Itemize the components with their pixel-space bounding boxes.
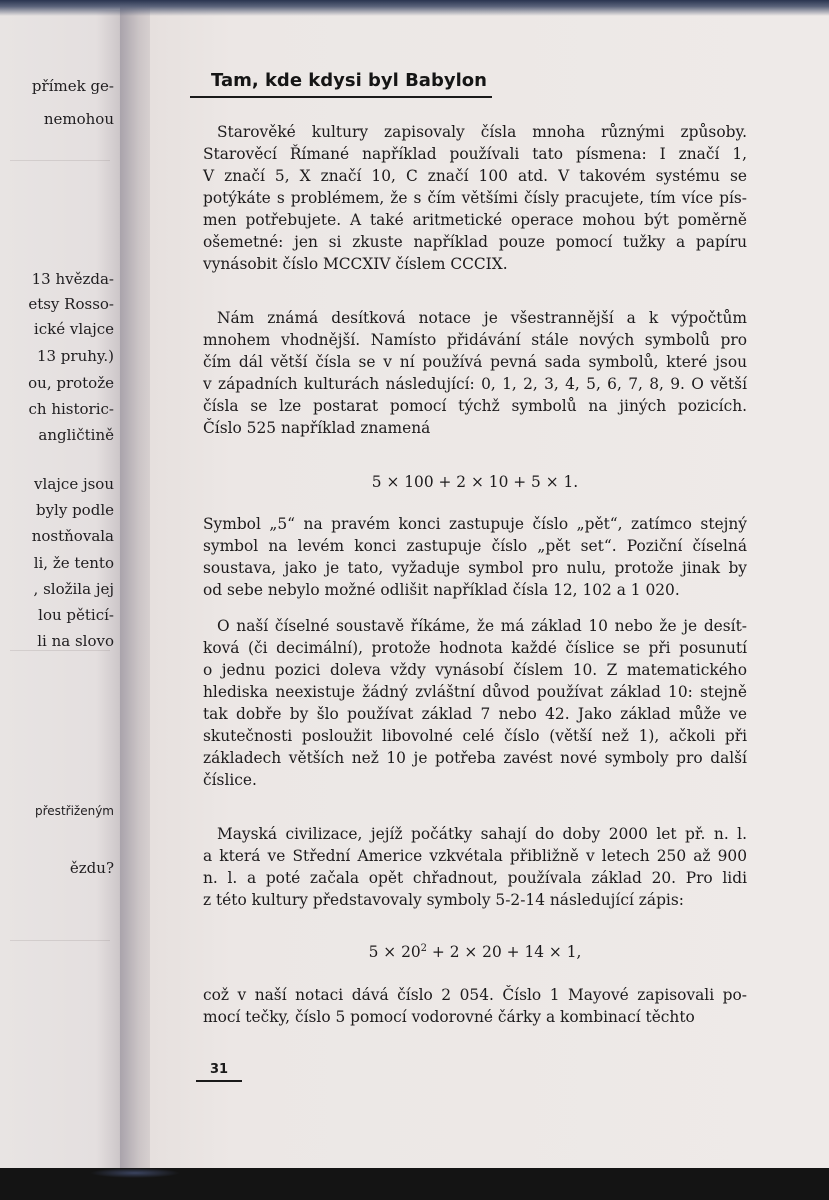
- left-page-question: ězdu?: [69, 859, 114, 877]
- formula: [203, 471, 747, 493]
- left-page-line: vlajce jsou: [34, 475, 114, 493]
- left-page-line: byly podle: [35, 501, 114, 519]
- text-line: hlediska neexistuje žádný zvláštní důvod používat základ 10: stejně: [203, 683, 747, 701]
- formula-mayan: [203, 941, 747, 963]
- figure-caption-fragment: přestřiženým: [35, 804, 114, 818]
- formula-part: + 2 × 20 + 14 × 1,: [427, 943, 582, 961]
- left-page-line: 13 hvězda-: [31, 270, 114, 288]
- left-page-line: ické vlajce: [33, 320, 114, 338]
- formula-525: 5 × 100 + 2 × 10 + 5 × 1.: [371, 473, 579, 491]
- paragraph: [203, 307, 747, 439]
- paragraph: [203, 121, 747, 275]
- paragraph: [203, 823, 747, 911]
- formula: [203, 941, 747, 963]
- text-line: v západních kulturách následující: 0, 1, 2, 3, 4, 5, 6, 7, 8, 9. O větší: [203, 375, 747, 393]
- text-line: od sebe nebylo možné odlišit například čísla 12, 102 a 1 020.: [203, 581, 680, 599]
- text-line: n. l. a poté začala opět chřadnout, používala základ 20. Pro lidi: [203, 869, 747, 887]
- text-line: symbol na levém konci zastupuje číslo „pět set“. Poziční číselná: [203, 537, 747, 555]
- paragraph: [203, 984, 747, 1028]
- left-page-line: angličtině: [38, 426, 114, 444]
- text-line: mocí tečky, číslo 5 pomocí vodorovné čárky a kombinací těchto: [203, 1008, 695, 1026]
- text-line: Nám známá desítková notace je všestrannější a k výpočtům: [217, 309, 747, 327]
- left-page-line: , složila jej: [33, 580, 114, 598]
- left-page: [0, 10, 128, 1168]
- left-page-line: nostňovala: [31, 527, 114, 545]
- left-page-line: li na slovo: [37, 632, 114, 650]
- left-page-line: přímek ge-: [31, 77, 114, 95]
- text-line: což v naší notaci dává číslo 2 054. Číslo 1 Mayové zapisovali po-: [203, 986, 747, 1004]
- text-line: Starověcí Římané například používali tato písmena: I značí 1,: [203, 145, 747, 163]
- text-line: číslice.: [203, 771, 257, 789]
- text-line: Číslo 525 například znamená: [203, 419, 431, 437]
- text-line: V značí 5, X značí 10, C značí 100 atd. V takovém systému se: [203, 167, 747, 185]
- text-line: Starověké kultury zapisovaly čísla mnoha různými způsoby.: [217, 123, 747, 141]
- left-page-line: ch historic-: [28, 400, 114, 418]
- text-line: soustava, jako je tato, vyžaduje symbol pro nulu, protože jinak by: [203, 559, 747, 577]
- text-line: vynásobit číslo MCCXIV číslem CCCIX.: [203, 255, 508, 273]
- formula-exponent: 2: [420, 943, 428, 954]
- paragraph: [203, 615, 747, 791]
- page-number: 31: [210, 1062, 229, 1077]
- left-page-line: 13 pruhy.): [36, 347, 114, 365]
- page-number-rule: [196, 1080, 242, 1082]
- section-heading: Tam, kde kdysi byl Babylon: [211, 70, 487, 91]
- text-line: Symbol „5“ na pravém konci zastupuje číslo „pět“, zatímco stejný: [203, 515, 747, 533]
- formula-part: 5 × 20: [368, 943, 421, 961]
- text-line: Mayská civilizace, jejíž počátky sahají do doby 2000 let př. n. l.: [217, 825, 747, 843]
- text-line: potýkáte s problémem, že s čím většími čísly pracujete, tím více pís-: [203, 189, 747, 207]
- scan-top-shadow: [0, 0, 829, 16]
- text-line: tak dobře by šlo používat základ 7 nebo 42. Jako základ může ve: [203, 705, 747, 723]
- text-line: mnohem vhodnější. Namísto přidávání stále nových symbolů pro: [203, 331, 747, 349]
- left-page-line: nemohou: [43, 110, 114, 128]
- text-line: základech větších než 10 je potřeba zavést nové symboly pro další: [203, 749, 747, 767]
- paragraph: [203, 513, 747, 601]
- text-line: O naší číselné soustavě říkáme, že má základ 10 nebo že je desít-: [217, 617, 747, 635]
- text-line: čím dál větší čísla se v ní používá pevná sada symbolů, které jsou: [203, 353, 747, 371]
- text-line: ková (či decimální), protože hodnota každé číslice se při posunutí: [203, 639, 747, 657]
- text-line: a která ve Střední Americe vzkvétala přibližně v letech 250 až 900: [203, 847, 747, 865]
- heading-underline: [190, 96, 492, 98]
- text-line: men potřebujete. A také aritmetické operace mohou být poměrně: [203, 211, 747, 229]
- text-line: čísla se lze postarat pomocí týchž symbolů na jiných pozicích.: [203, 397, 747, 415]
- scan-bottom-edge: [0, 1168, 829, 1200]
- left-page-line: li, že tento: [33, 554, 114, 572]
- text-line: ošemetné: jen si zkuste například pouze pomocí tužky a papíru: [203, 233, 747, 251]
- text-line: z této kultury představovaly symboly 5-2-14 následující zápis:: [203, 891, 684, 909]
- text-line: o jednu pozici doleva vždy vynásobí číslem 10. Z matematického: [203, 661, 747, 679]
- left-page-line: etsy Rosso-: [28, 295, 114, 313]
- left-page-line: ou, protože: [28, 374, 114, 392]
- left-page-line: lou pěticí-: [38, 606, 114, 624]
- text-line: skutečnosti posloužit libovolné celé číslo (větší než 1), ačkoli při: [203, 727, 747, 745]
